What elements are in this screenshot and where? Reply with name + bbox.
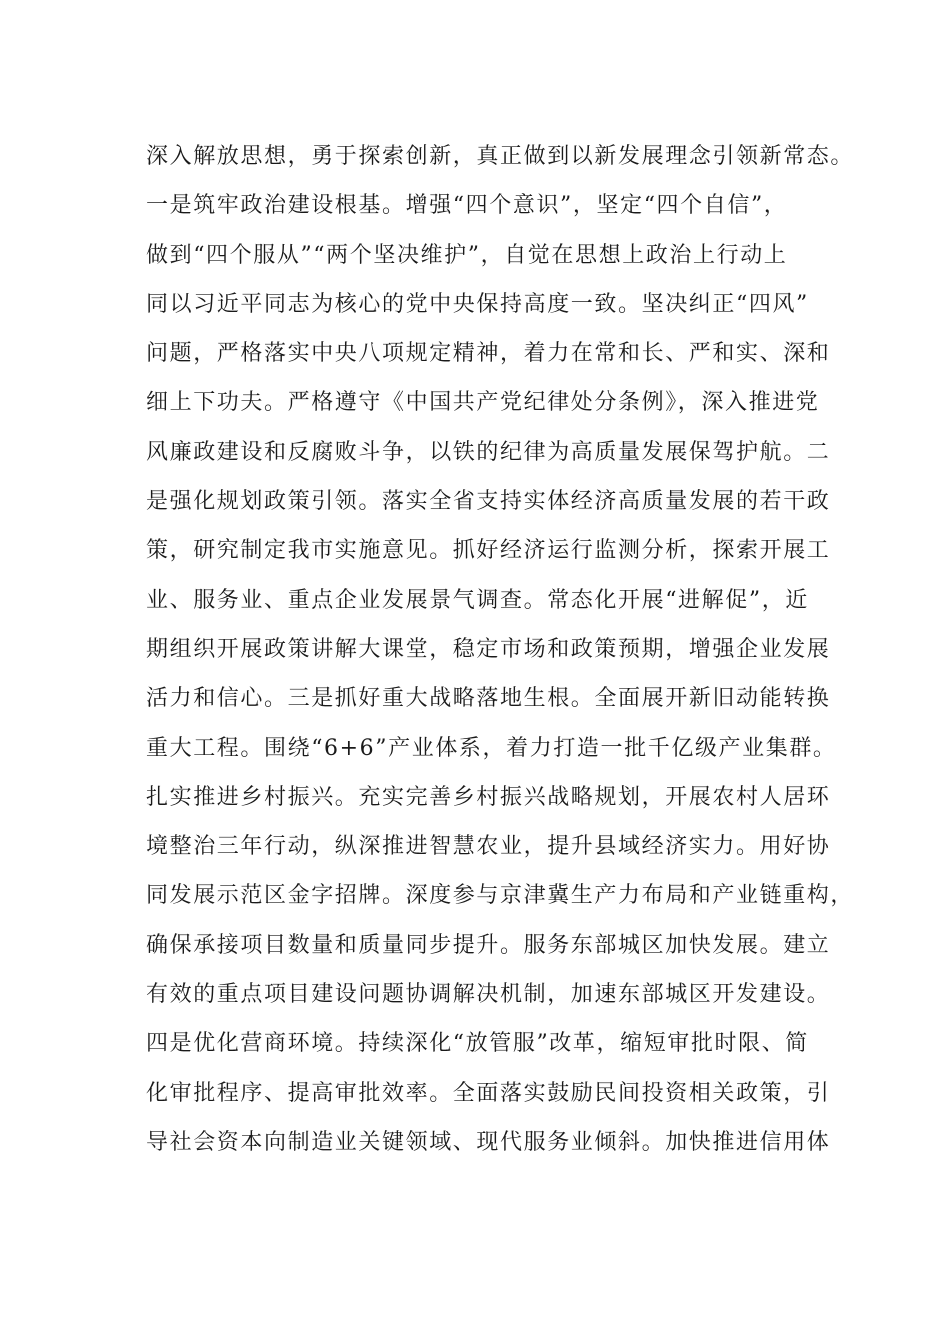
text-line: 同发展示范区金字招牌。深度参与京津冀生产力布局和产业链重构，: [146, 883, 855, 909]
text-line: 是强化规划政策引领。落实全省支持实体经济高质量发展的若干政: [146, 489, 831, 515]
text-line: 风廉政建设和反腐败斗争，以铁的纪律为高质量发展保驾护航。二: [146, 439, 831, 465]
text-line: 活力和信心。三是抓好重大战略落地生根。全面展开新旧动能转换: [146, 686, 831, 712]
text-line: 策，研究制定我市实施意见。抓好经济运行监测分析，探索开展工: [146, 538, 831, 564]
text-line: 有效的重点项目建设问题协调解决机制，加速东部城区开发建设。: [146, 982, 831, 1008]
text-line: 一是筑牢政治建设根基。增强“四个意识”，坚定“四个自信”，: [146, 193, 788, 219]
text-line: 期组织开展政策讲解大课堂，稳定市场和政策预期，增强企业发展: [146, 636, 831, 662]
text-line: 深入解放思想，勇于探索创新，真正做到以新发展理念引领新常态。: [146, 144, 855, 169]
text-line: 境整治三年行动，纵深推进智慧农业，提升县域经济实力。用好协: [146, 834, 831, 860]
text-line: 细上下功夫。严格遵守《中国共产党纪律处分条例》，深入推进党: [146, 390, 820, 416]
text-line: 化审批程序、提高审批效率。全面落实鼓励民间投资相关政策，引: [146, 1080, 831, 1106]
text-line: 做到“四个服从”“两个坚决维护”，自觉在思想上政治上行动上: [146, 242, 788, 268]
text-line: 扎实推进乡村振兴。充实完善乡村振兴战略规划，开展农村人居环: [146, 784, 831, 810]
text-line: 业、服务业、重点企业发展景气调查。常态化开展“进解促”，近: [146, 587, 809, 613]
text-line: 四是优化营商环境。持续深化“放管服”改革，缩短审批时限、简: [146, 1031, 809, 1057]
text-line: 确保承接项目数量和质量同步提升。服务东部城区加快发展。建立: [146, 932, 831, 958]
text-line: 重大工程。围绕“6+6”产业体系，着力打造一批千亿级产业集群。: [146, 735, 837, 761]
text-line: 问题，严格落实中央八项规定精神，着力在常和长、严和实、深和: [146, 341, 831, 367]
text-line: 导社会资本向制造业关键领域、现代服务业倾斜。加快推进信用体: [146, 1129, 831, 1155]
body-text: [146, 132, 855, 1167]
text-line: 同以习近平同志为核心的党中央保持高度一致。坚决纠正“四风”: [146, 291, 809, 317]
